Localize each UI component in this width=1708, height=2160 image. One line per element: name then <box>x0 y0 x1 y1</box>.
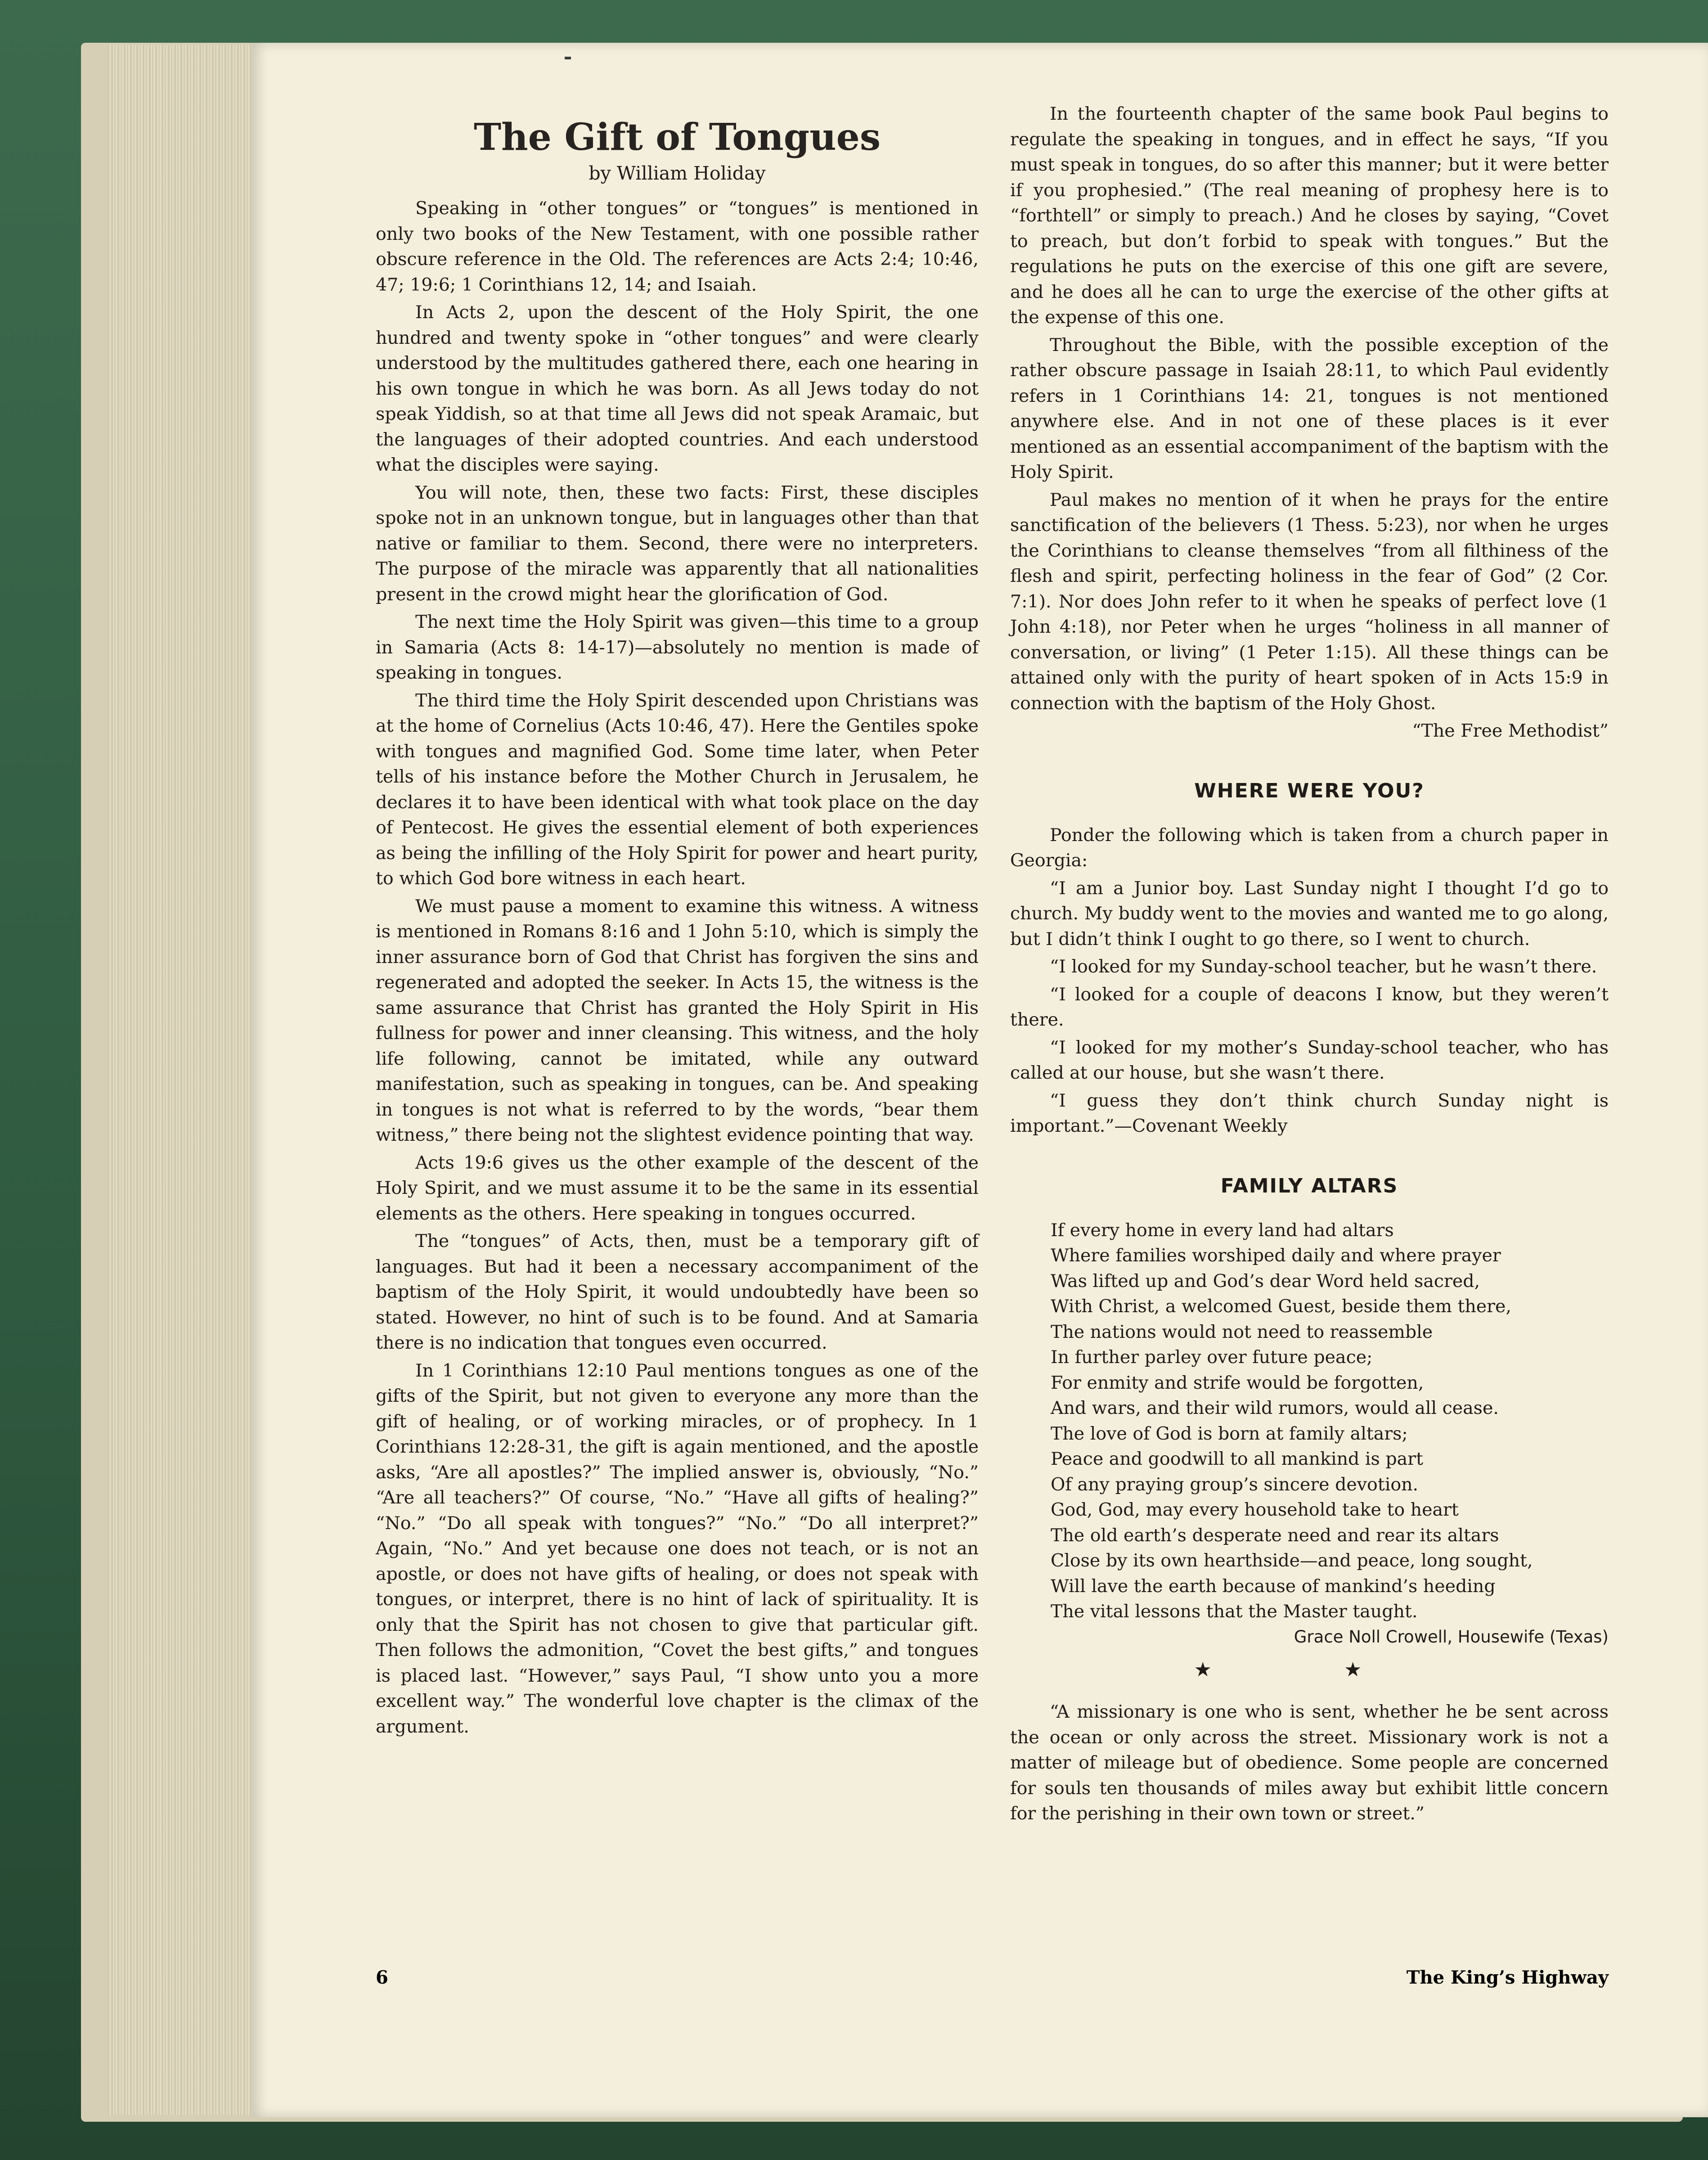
where-paragraph: “I am a Junior boy. Last Sunday night I thought I’d go to church. My buddy went to the movies and wanted me to go along, but I didn’t think I ought to go there, so I went to church. <box>1010 878 1609 950</box>
article-paragraph: The third time the Holy Spirit descended upon Christians was at the home of Cornelius (Acts 10:46, 47). Here the Gentiles spoke with tongues and magnified God. Some time later, when Peter tells of his instance before the Mother Church in Jerusalem, he declares it to have been identical with what took place on the day of Pentecost. He gives the essential element of both experiences as being the infilling of the Holy Spirit for power and heart purity, to which God bore witness in each heart. <box>376 690 979 889</box>
poem-line: Was lifted up and God’s dear Word held sacred, <box>1051 1270 1480 1292</box>
poem-line: The vital lessons that the Master taught. <box>1051 1601 1418 1622</box>
poem-line: Of any praying group’s sincere devotion. <box>1051 1474 1419 1495</box>
poem-line: Peace and goodwill to all mankind is part <box>1051 1449 1423 1469</box>
missionary-quote <box>1010 1699 1609 1827</box>
article-byline: by William Holiday <box>589 162 766 184</box>
article-paragraph: We must pause a moment to examine this witness. A witness is mentioned in Romans 8:16 and 1 John 5:10, which is simply the inner assurance born of God that Christ has forgiven the sins and regenerated and adopted the seeker. In Acts 15, the witness is the same assurance that Christ has granted the Holy Spirit in His fullness for power and inner cleansing. This witness, and the holy life following, cannot be imitated, while any outward manifestation, such as speaking in tongues, can be. And speaking in tongues is not what is referred to by the words, “bear them witness,” there being not the slightest evidence pointing that way. <box>376 896 979 1145</box>
article-paragraph: Paul makes no mention of it when he prays for the entire sanctification of the believers (1 Thess. 5:23), nor when he urges the Corinthians to cleanse themselves “from all filthiness of the flesh and spirit, perfecting holiness in the fear of God” (2 Cor. 7:1). Nor does John refer to it when he speaks of perfect love (1 John 4:18), nor Peter when he urges “holiness in all manner of conversation, or living” (1 Peter 1:15). All these things can be attained only with the purity of heart spoken of in Acts 15:9 in connection with the baptism of the Holy Ghost. <box>1010 489 1609 714</box>
article-paragraph: The “tongues” of Acts, then, must be a temporary gift of languages. But had it been a necessary accompaniment of the baptism of the Holy Spirit, it would undoubtedly have been so stated. However, no hint of such is to be found. And at Samaria there is no indication that tongues even occurred. <box>376 1231 979 1353</box>
article-title: The Gift of Tongues <box>474 116 881 159</box>
poem-line: The nations would not need to reassemble <box>1051 1321 1433 1342</box>
article-paragraph: Speaking in “other tongues” or “tongues” is mentioned in only two books of the New Testament, with one possible rather obscure reference in the Old. The references are Acts 2:4; 10:46, 47; 19:6; 1 Corinthians 12, 14; and Isaiah. <box>376 198 979 295</box>
left-column <box>376 101 979 1742</box>
where-paragraph: “I guess they don’t think church Sunday night is important.”—Covenant Weekly <box>1010 1090 1609 1136</box>
article-paragraph: The next time the Holy Spirit was given—this time to a group in Samaria (Acts 8: 14-17)—absolutely no mention is made of speaking in tongues. <box>376 612 979 683</box>
missionary-quote-text: “A missionary is one who is sent, whether he be sent across the ocean or only across the street. Missionary work is not a matter of mileage but of obedience. Some people are concerned for souls ten thousands of miles away but exhibit little concern for the perishing in their own town or street.” <box>1010 1701 1609 1824</box>
star-divider-icon: ★ ★ <box>1194 1658 1425 1681</box>
poem-line: Will lave the earth because of mankind’s heeding <box>1051 1575 1496 1597</box>
poem-line: The old earth’s desperate need and rear its altars <box>1051 1525 1499 1546</box>
poem-line: God, God, may every household take to heart <box>1051 1499 1459 1520</box>
poem-line: For enmity and strife would be forgotten, <box>1051 1372 1424 1393</box>
article-source: “The Free Methodist” <box>1412 720 1609 741</box>
right-column <box>1010 101 1609 1829</box>
poem-line: And wars, and their wild rumors, would all cease. <box>1051 1398 1499 1418</box>
poem-author: Grace Noll Crowell, Housewife (Texas) <box>1294 1627 1609 1647</box>
where-paragraph: “I looked for a couple of deacons I know, but they weren’t there. <box>1010 984 1609 1030</box>
article-paragraph: Acts 19:6 gives us the other example of the descent of the Holy Spirit, and we must assume it to be the same in its essential elements as the others. Here speaking in tongues occurred. <box>376 1152 979 1224</box>
where-were-you-heading: WHERE WERE YOU? <box>1194 779 1425 802</box>
article-paragraph: In Acts 2, upon the descent of the Holy Spirit, the one hundred and twenty spoke in “other tongues” and were clearly understood by the multitudes gathered there, each one hearing in his own tongue in which he was born. As all Jews today do not speak Yiddish, so at that time all Jews did not speak Aramaic, but the languages of their adopted countries. And each understood what the disciples were saying. <box>376 302 979 475</box>
poem-line: In further parley over future peace; <box>1051 1347 1373 1368</box>
article-paragraph: In 1 Corinthians 12:10 Paul mentions tongues as one of the gifts of the Spirit, but not given to everyone any more than the gift of healing, or of working miracles, or of prophecy. In 1 Corinthians 12:28-31, the gift is again mentioned, and the apostle asks, “Are all apostles?” The implied answer is, obviously, “No.” “Are all teachers?” Of course, “No.” “Have all gifts of healing?” “No.” “Do all speak with tongues?” “No.” “Do all interpret?” Again, “No.” And yet because one does not teach, or is not an apostle, or does not have gifts of healing, or does not speak with tongues, or interpret, there is no hint of lack of spirituality. It is only that the Spirit has not chosen to give that particular gift. Then follows the admonition, “Covet the best gifts,” and tongues is placed last. “However,” says Paul, “I show unto you a more excellent way.” The wonderful love chapter is the climax of the argument. <box>376 1360 979 1737</box>
page-mark <box>565 57 571 59</box>
page-edges <box>108 45 252 2115</box>
article-paragraph: In the fourteenth chapter of the same book Paul begins to regulate the speaking in tongues, and in effect he says, “If you must speak in tongues, do so after this manner; but it were better if you prophesied.” (The real meaning of prophesy here is to “forthtell” or simply to preach.) And he closes by saying, “Covet to preach, but don’t forbid to speak with tongues.” But the regulations he puts on the exercise of this one gift are severe, and he does all he can to urge the exercise of the other gifts at the expense of this one. <box>1010 104 1609 328</box>
poem-line: With Christ, a welcomed Guest, beside them there, <box>1051 1296 1511 1317</box>
poem-line: If every home in every land had altars <box>1051 1220 1394 1241</box>
article-paragraph: Throughout the Bible, with the possible exception of the rather obscure passage in Isaiah 28:11, to which Paul evidently refers in 1 Corinthians 14: 21, tongues is not mentioned anywhere else. And in not one of these places is it ever mentioned as an essential accompaniment of the baptism with the Holy Spirit. <box>1010 334 1609 482</box>
family-altars-heading: FAMILY ALTARS <box>1220 1174 1398 1197</box>
poem-line: Close by its own hearthside—and peace, long sought, <box>1051 1550 1533 1571</box>
poem-line: Where families worshiped daily and where prayer <box>1051 1245 1501 1266</box>
where-paragraph: Ponder the following which is taken from a church paper in Georgia: <box>1010 824 1609 871</box>
page-number: 6 <box>376 1967 388 1988</box>
article-paragraph: You will note, then, these two facts: First, these disciples spoke not in an unknown tongue, but in languages other than that native or familiar to them. Second, there were no interpreters. The purpose of the miracle was apparently that all nationalities present in the crowd might hear the glorification of God. <box>376 482 979 605</box>
poem-line: The love of God is born at family altars; <box>1051 1423 1408 1444</box>
publication-name: The King’s Highway <box>1406 1967 1609 1988</box>
poem <box>1051 1218 1609 1624</box>
where-paragraph: “I looked for my mother’s Sunday-school teacher, who has called at our house, but she wasn’t there. <box>1010 1037 1609 1083</box>
where-paragraph: “I looked for my Sunday-school teacher, but he wasn’t there. <box>1050 956 1597 977</box>
